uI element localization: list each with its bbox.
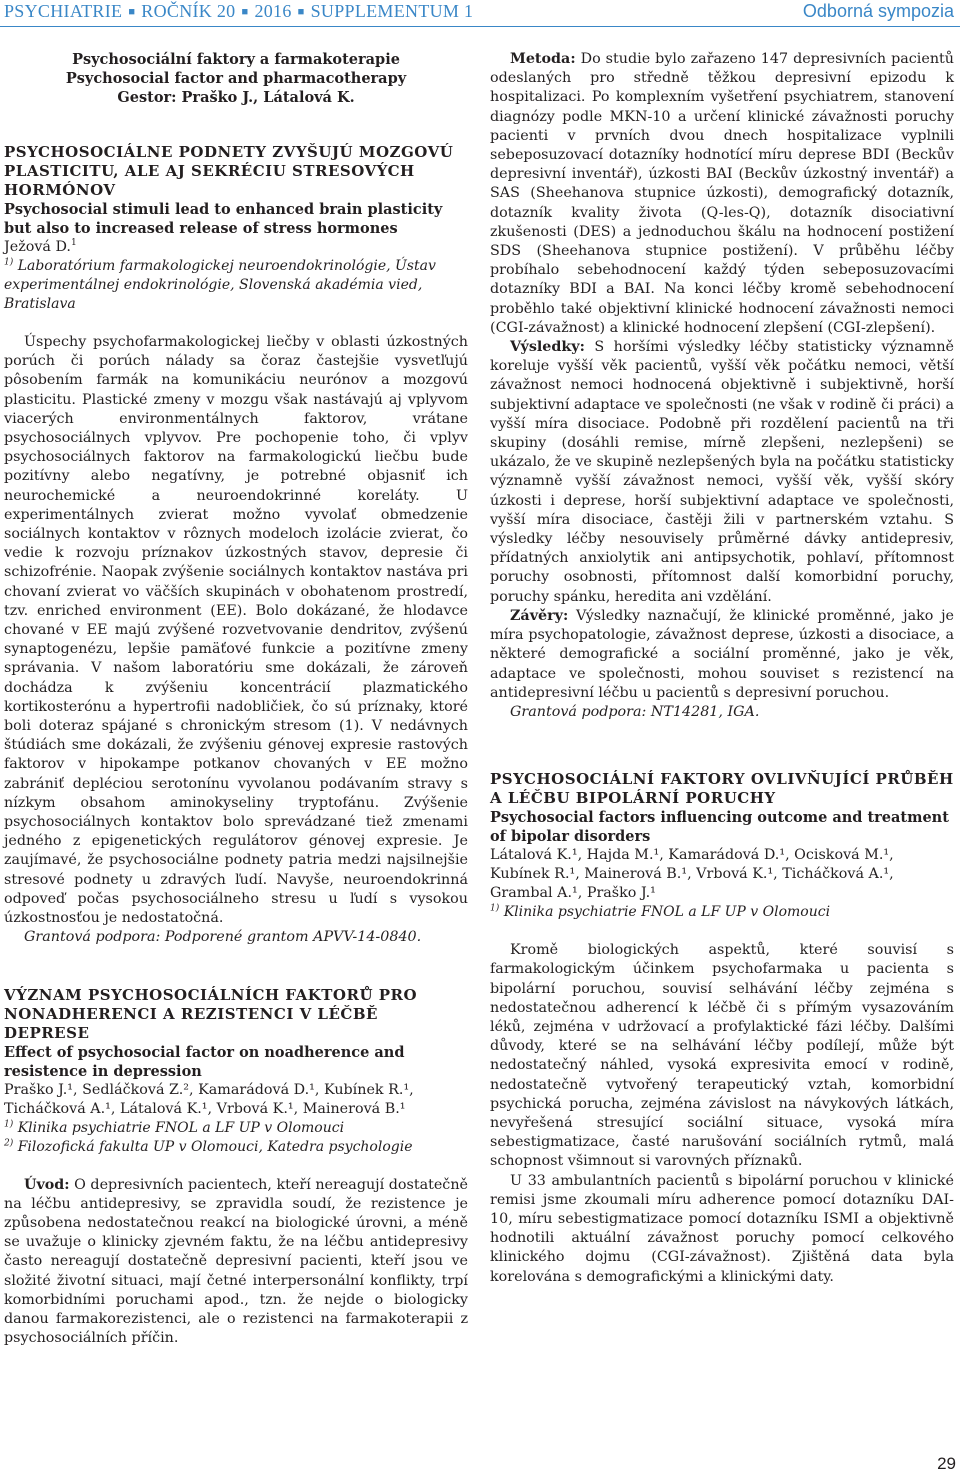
article1-author (4, 238, 468, 257)
article3-title-cz: PSYCHOSOCIÁLNÍ FAKTORY OVLIVŇUJÍCÍ PRŮBĚH A LÉČBU BIPOLÁRNÍ PORUCHY (490, 770, 954, 808)
article2-affiliation-2 (4, 1138, 468, 1157)
article2-title-cz: VÝZNAM PSYCHOSOCIÁLNÍCH FAKTORŮ PRO NONADHERENCI A REZISTENCI V LÉČBĚ DEPRESE (4, 985, 418, 1042)
square-bullet-icon: ■ (128, 6, 136, 18)
journal-name: PSYCHIATRIE (4, 1, 123, 21)
article1-title-en: Psychosocial stimuli lead to enhanced brain plasticity but also to increased release of stress hormones (4, 201, 443, 237)
square-bullet-icon: ■ (241, 6, 249, 18)
method-text: Do studie bylo zařazeno 147 depresivních pacientů odeslaných pro středně těžkou depresivní epizodu k hospitalizaci. Po komplexním vyšetření psychiatrem, stanovení diagnózy podle MKN-10 a určení klinické závažnosti poruchy pacienti v prvních dvou dnech hospitalizace vyplnili sebeposuzovací dotazníky hodnotící míru deprese BDI (Beckův depresivní inventář), úzkosti BAI (Beckův úzkostný inventář) a SAS (Sheehanova stupnice úzkosti), demografický dotazník, dotazník kvality života (Q-les-Q), dotazník disociativní zkušenosti (DES) a jednoduchou škálu na hodnocení postižení SDS (Sheehanova stupnice postižení). V průběhu léčby probíhalo sebehodnocení každý týden sebeposuzovacími dotazníky BDI a BAI. Na konci léčby kromě sebehodnocení proběhlo také objektivní klinické hodnocení závažnosti nemoci (CGI-závažnost) a klinické hodnocení zlepšení (CGI-zlepšení). (490, 51, 954, 336)
running-header (0, 0, 960, 24)
affiliation-text: Filozofická fakulta UP v Olomouci, Katedra psychologie (17, 1138, 413, 1155)
article2-results (490, 338, 954, 607)
article2-method (490, 50, 954, 338)
article3-authors: Látalová K.¹, Hajda M.¹, Kamarádová D.¹, Ocisková M.¹, Kubínek R.¹, Mainerová B.¹, Vrbová K.¹, Ticháčková A.¹, Grambal A.¹, Praško J.¹ (490, 847, 894, 902)
article2-authors: Praško J.¹, Sedláčková Z.², Kamarádová D.¹, Kubínek R.¹, Ticháčková A.¹, Látalová K.¹, Vrbová K.¹, Mainerová B.¹ (4, 1081, 414, 1117)
intro-text: O depresivních pacientech, kteří nereagují dostatečně na léčbu antidepresivy, se zpravidla soudí, že rezistence je způsobena nedostatečnou reakcí na biologické úrovni, a méně se uvažuje o klinicky zjevném faktu, že na léčbu antidepresivy často nereagují dostatečně depresivní pacienti, kteří jsou ve složité životní situaci, mají četné interpersonální konflikty, trpí komorbidními poruchami apod., tzn. že nejde o biologicky danou farmakorezistenci, ale o rezistenci na farmakoterapii z psychosociálních příčin. (4, 1176, 468, 1347)
affiliation-text: Laboratórium farmakologickej neuroendokrinológie, Ústav experimentálnej endokrinológie, Slovenská akadémia vied, Bratislava (4, 258, 436, 312)
article3-paragraph-1: Kromě biologických aspektů, které souvisí s farmakologickým účinkem psychofarmaka u pacienta s bipolární poruchou, souvisí selhávání léčby zejména s nedostatečnou adherencí k léčbě či s přímým vysazováním léků, zejména v udržovací a profylaktické fázi léčby. Dalšími důvody, které se na selhávání léčby podílejí, může být nedostatečný náhled, vysoká expresivita emocí v rodině, nedostatečně vytvořený terapeutický vztah, komorbidní psychická porucha, zejména závislost na návykových látkách, nevyřešená stresující sociální situace, vysoká míra sebestigmatizace, časté narušování sociálních rytmů, malá schopnost všimnout si varovných příznaků. (490, 942, 954, 1170)
method-label: Metoda: (510, 51, 576, 67)
journal-info (4, 1, 473, 22)
article2-grant: Grantová podpora: NT14281, IGA. (510, 703, 760, 720)
page-number: 29 (937, 1454, 956, 1473)
article2-conclusions (490, 607, 954, 703)
affiliation-sup: 1) (4, 1118, 14, 1129)
article2-intro (4, 1176, 468, 1349)
left-column (4, 50, 468, 1348)
article3-paragraph-2: U 33 ambulantních pacientů s bipolární poruchou v klinické remisi jsme zkoumali míru adherence pomocí dotazníku DAI-10, míru sebestigmatizace pomocí dotazníku ISMI a objektivně hodnotili aktuální závažnost poruchy pomocí celkového klinického dojmu (CGI-závažnost). Zjištěná data byla korelována s demografickými a klinickými daty. (490, 1172, 954, 1285)
article2-title-en: Effect of psychosocial factor on noadherence and resistence in depression (4, 1043, 405, 1080)
supplement: SUPPLEMENTUM 1 (310, 1, 474, 21)
article1-affiliation (4, 257, 468, 314)
article1-grant: Grantová podpora: Podporené grantom APVV-14-0840. (24, 929, 422, 946)
square-bullet-icon: ■ (297, 6, 305, 18)
intro-label: Úvod: (24, 1176, 70, 1193)
volume: ROČNÍK 20 (141, 1, 236, 21)
symposium-gestor: Gestor: Praško J., Látalová K. (117, 89, 355, 106)
article2-affiliation-1 (4, 1119, 468, 1138)
article1-title-sk: PSYCHOSOCIÁLNE PODNETY ZVYŠUJÚ MOZGOVÚ PLASTICITU, ALE AJ SEKRÉCIU STRESOVÝCH HORMÓNOV (4, 143, 454, 199)
article3-title-en: Psychosocial factors influencing outcome and treatment of bipolar disorders (490, 809, 949, 846)
affiliation-text: Klinika psychiatrie FNOL a LF UP v Olomouci (503, 904, 831, 921)
author-name: Ježová D. (4, 239, 71, 255)
article1-body: Úspechy psychofarmakologickej liečby v oblasti úzkostných porúch či porúch nálady sa čoraz častejšie vysvetľujú pôsobením farmák na komunikáciu neurónov a mozgovú plasticitu. Plastické zmeny v mozgu však nastávajú aj vplyvom viacerých environmentálnych faktorov, vrátane psychosociálnych vplyvov. Pre pochopenie toho, či vplyv psychosociálnych faktorov na farmakologickú liečbu bude pozitívny alebo negatívny, je potrebné objasniť ich neurochemické a neuroendokrinné koreláty. U experimentálnych zvierat možno vyvolať obmedzenie sociálnych kontaktov v rôznych modeloch izolácie zvierat, čo vedie k rozvoju príznakov úzkostných stavov, depresie či schizofrénie. Naopak zvýšenie sociálnych kontaktov nastáva pri chovaní zvierat vo väčších skupinách v obohatenom prostredí, tzv. enriched environment (EE). Bolo dokázané, že hlodavce chované v EE majú zvýšené rozvetvovanie dendritov, zvýšenú synaptogenézu, lepšie pamäťové funkcie a pozitívne zmeny správania. V našom laboratóriu sme dokázali, že zároveň dochádza k zvýšeniu koncentrácií plazmatického kortikosterónu a hypertrofii nadobličiek, čo sú príznaky, ktoré boli doteraz spájané s chronickým stresom (1). V nedávnych štúdiách sme dokázali, že zvýšeniu génovej expresie rastových faktorov v hipokampe potkanov chovaných v EE možno zabrániť depléciou serotonínu vyvolanou podávaním stravy s nízkym obsahom aminokyseliny tryptofánu. Zvýšenie psychosociálnych kontaktov bolo sprevádzané tiež zmenami jedného z epigenetických regulátorov génovej expresie. Je zaujímavé, že psychosociálne podnety patria medzi najsilnejšie stresové podnety u zdravých ľudí. Navyše, neuroendokrinná odpoveď počas psychosociálneho stresu u ľudí s vysokou úzkostnosťou je nedostatočná. (4, 334, 468, 927)
year: 2016 (254, 1, 292, 21)
header-rule (0, 26, 960, 27)
conclusions-label: Závěry: (510, 607, 569, 624)
section-name: Odborná sympozia (802, 1, 954, 21)
article3-affiliation (490, 903, 954, 922)
affiliation-text: Klinika psychiatrie FNOL a LF UP v Olomouci (17, 1119, 345, 1136)
results-label: Výsledky: (510, 339, 585, 356)
right-column (490, 50, 954, 1287)
affiliation-sup: 1) (4, 257, 14, 268)
symposium-title-cz: Psychosociální faktory a farmakoterapie (72, 51, 400, 68)
affiliation-sup: 2) (4, 1137, 14, 1148)
symposium-title-en: Psychosocial factor and pharmacotherapy (65, 70, 407, 87)
author-sup: 1 (70, 238, 77, 249)
affiliation-sup: 1) (490, 903, 500, 914)
results-text: S horšími výsledky léčby statisticky významně koreluje vyšší věk pacientů, vyšší věk počátku nemoci, větší závažnost nemoci hodnocená objektivně i subjektivně, horší subjektivní adaptace ve společnosti (ne však v rodině či práci) a vyšší míra disociace. Podobně při rozdělení pacientů na tři skupiny (dosáhli remise, mírně zlepšeni, nezlepšeni) se ukázalo, že ve skupině nezlepšených byla na počátku statisticky významně vyšší závažnost nemoci, vyšší věk, vyšší skóry úzkosti i deprese, horší subjektivní adaptace ve společnosti, vyšší míra disociace, častěji žili v partnerském vztahu. S výsledky léčby nesouvisely průměrné dávky antidepresiv, přídatných anxiolytik ani antipsychotik, pohlaví, přítomnost poruchy osobnosti, přítomnost další komorbidní poruchy, poruchy spánku, heredita ani vzdělání. (490, 339, 954, 605)
conclusions-text: Výsledky naznačují, že klinické proměnné, jako je míra psychopatologie, závažnost deprese, úzkosti a disociace, a některé demografické a sociální proměnné, jako je věk, adaptace ve společnosti, mohou souviset s rezistencí na antidepresivní léčbu u pacientů s depresivní poruchou. (490, 607, 955, 701)
